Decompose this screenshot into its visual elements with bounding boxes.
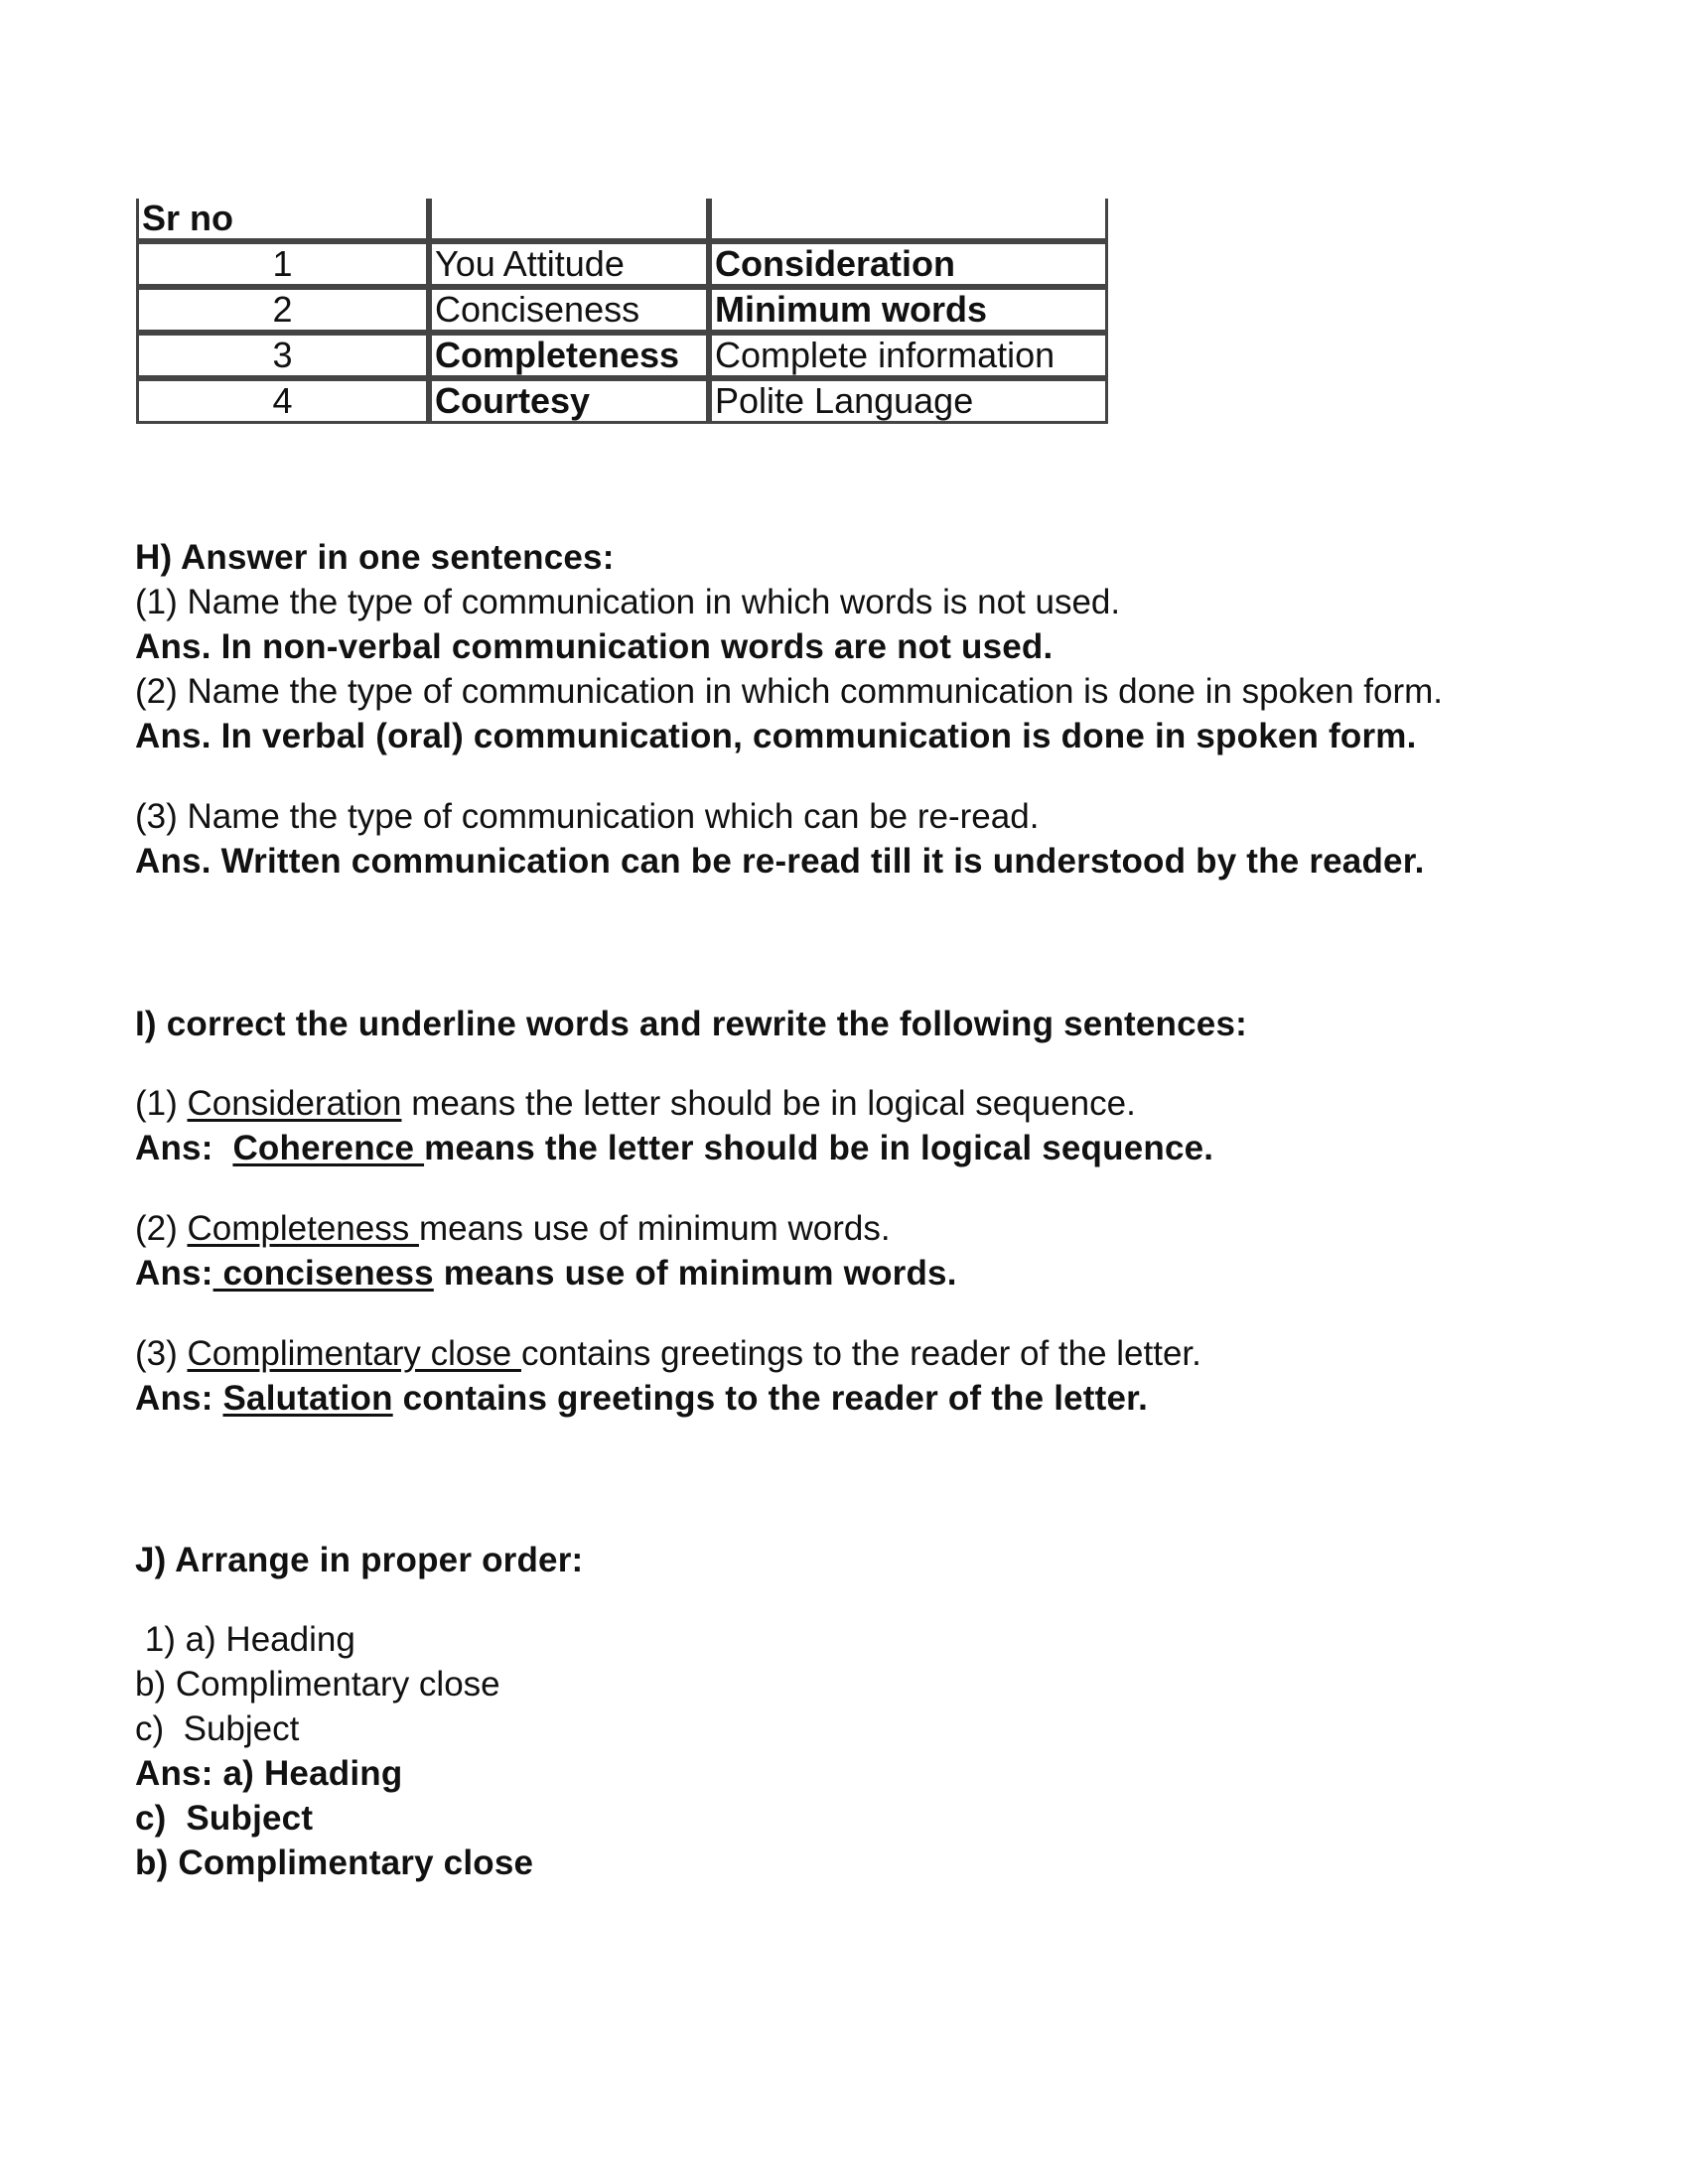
answer-prefix: Ans: xyxy=(135,1379,223,1418)
section-i-answer-3 xyxy=(135,1377,1148,1421)
section-i-question-3 xyxy=(135,1332,1201,1376)
header-sr-no: Sr no xyxy=(136,199,429,241)
qualities-table xyxy=(136,199,1108,424)
section-h-question-1: (1) Name the type of communication in which words is not used. xyxy=(135,583,1121,621)
row-term: Conciseness xyxy=(429,287,709,333)
section-j-answer-2: c) Subject xyxy=(135,1799,314,1838)
underlined-word: Consideration xyxy=(187,1084,402,1123)
table-row xyxy=(136,378,1108,424)
section-j-item-c: c) Subject xyxy=(135,1709,300,1748)
table-row xyxy=(136,287,1108,333)
row-meaning: Polite Language xyxy=(709,378,1108,424)
section-i-heading: I) correct the underline words and rewrite the following sentences: xyxy=(135,1005,1247,1043)
row-number: 3 xyxy=(136,333,429,378)
section-h-answer-2: Ans. In verbal (oral) communication, communication is done in spoken form. xyxy=(135,717,1417,755)
section-i-question-1 xyxy=(135,1082,1136,1126)
row-meaning: Minimum words xyxy=(709,287,1108,333)
table-row xyxy=(136,241,1108,287)
section-j-heading: J) Arrange in proper order: xyxy=(135,1541,584,1579)
underlined-word: Completeness xyxy=(187,1209,419,1248)
question-number: (3) xyxy=(135,1334,188,1373)
section-i-answer-1 xyxy=(135,1127,1213,1170)
table-header-row xyxy=(136,199,1108,241)
question-number: (1) xyxy=(135,1084,188,1123)
underlined-word: Complimentary close xyxy=(187,1334,521,1373)
row-term: Courtesy xyxy=(429,378,709,424)
section-j-answer-3: b) Complimentary close xyxy=(135,1843,534,1882)
row-term: Completeness xyxy=(429,333,709,378)
answer-prefix: Ans: xyxy=(135,1254,213,1293)
question-text: means use of minimum words. xyxy=(418,1209,891,1248)
row-number: 1 xyxy=(136,241,429,287)
section-h-heading: H) Answer in one sentences: xyxy=(135,538,615,577)
table-row xyxy=(136,333,1108,378)
section-h-answer-3: Ans. Written communication can be re-read till it is understood by the reader. xyxy=(135,842,1425,881)
section-i-question-2 xyxy=(135,1207,891,1251)
corrected-word: conciseness xyxy=(212,1254,434,1293)
row-meaning: Complete information xyxy=(709,333,1108,378)
answer-text: means the letter should be in logical sequence. xyxy=(424,1129,1214,1167)
row-number: 4 xyxy=(136,378,429,424)
section-j-item-a: 1) a) Heading xyxy=(135,1620,355,1659)
section-h-question-3: (3) Name the type of communication which can be re-read. xyxy=(135,797,1040,836)
row-number: 2 xyxy=(136,287,429,333)
section-j-item-b: b) Complimentary close xyxy=(135,1665,500,1704)
row-meaning: Consideration xyxy=(709,241,1108,287)
corrected-word: Salutation xyxy=(222,1379,393,1418)
section-h-answer-1: Ans. In non-verbal communication words are not used. xyxy=(135,627,1054,666)
section-j-answer-1: Ans: a) Heading xyxy=(135,1754,403,1793)
section-i-answer-2 xyxy=(135,1252,957,1296)
header-col-2 xyxy=(429,199,709,241)
answer-text: contains greetings to the reader of the letter. xyxy=(392,1379,1148,1418)
header-col-3 xyxy=(709,199,1108,241)
question-text: contains greetings to the reader of the letter. xyxy=(521,1334,1201,1373)
section-h-question-2: (2) Name the type of communication in which communication is done in spoken form. xyxy=(135,672,1443,711)
question-number: (2) xyxy=(135,1209,188,1248)
corrected-word: Coherence xyxy=(232,1129,425,1167)
question-text: means the letter should be in logical sequence. xyxy=(401,1084,1136,1123)
answer-text: means use of minimum words. xyxy=(433,1254,957,1293)
answer-prefix: Ans: xyxy=(135,1129,233,1167)
row-term: You Attitude xyxy=(429,241,709,287)
